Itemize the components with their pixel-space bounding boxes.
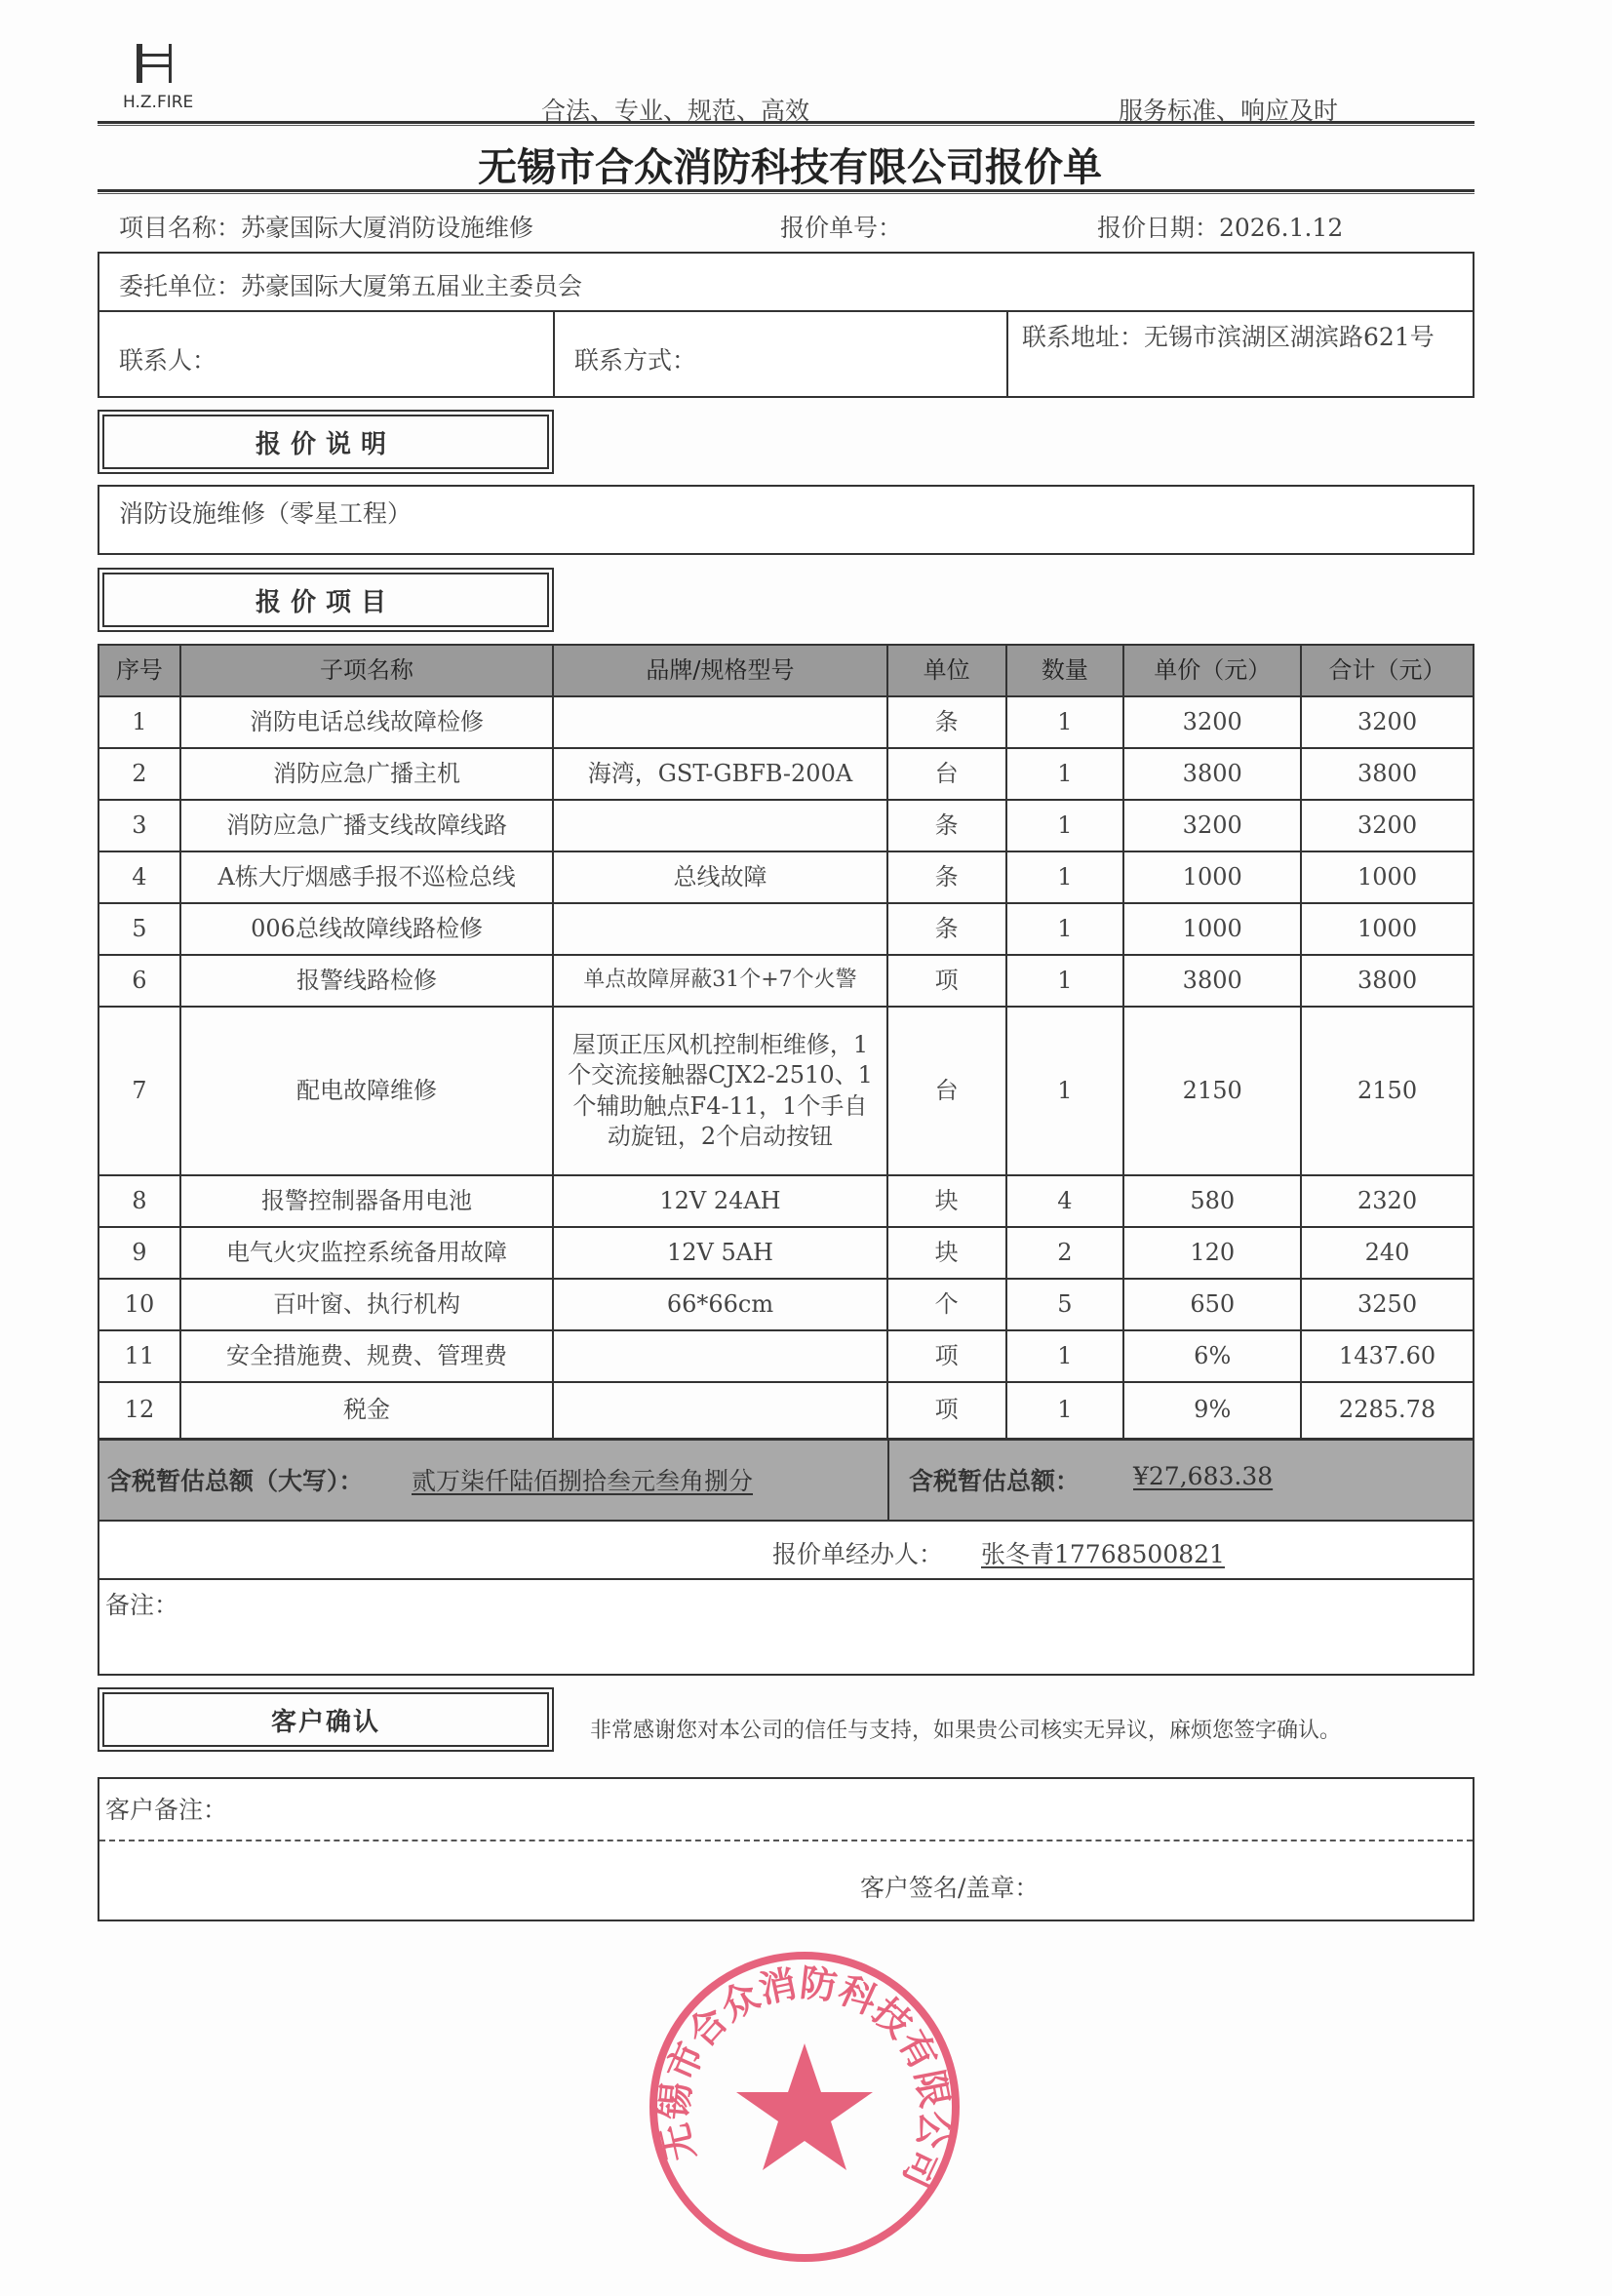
stamp-star-icon — [736, 2043, 873, 2170]
table-cell: 2150 — [1301, 1007, 1474, 1175]
handler-row — [98, 1520, 1474, 1580]
column-header: 合计（元） — [1301, 645, 1474, 696]
table-cell: 条 — [887, 800, 1006, 851]
total-upper-value: 贰万柒仟陆佰捌拾叁元叁角捌分 — [412, 1467, 754, 1495]
table-cell — [553, 1382, 887, 1439]
total-value: ¥27,683.38 — [1133, 1462, 1274, 1490]
section-quote-desc — [98, 410, 554, 474]
table-cell: 条 — [887, 903, 1006, 955]
table-cell: 1 — [1006, 1007, 1124, 1175]
table-cell: 66*66cm — [553, 1279, 887, 1330]
table-cell: 总线故障 — [553, 851, 887, 903]
stamp-text: 无锡市合众消防科技有限公司 — [651, 1960, 958, 2196]
slogan-left: 合法、专业、规范、高效 — [541, 97, 810, 125]
table-cell: 条 — [887, 696, 1006, 748]
table-cell: 2150 — [1123, 1007, 1301, 1175]
table-cell: 2 — [98, 748, 180, 800]
handler-label: 报价单经办人： — [772, 1540, 944, 1568]
table-cell: 5 — [98, 903, 180, 955]
table-row — [98, 1175, 1474, 1227]
table-cell: 块 — [887, 1175, 1006, 1227]
table-cell: 3200 — [1123, 696, 1301, 748]
customer-signature-label: 客户签名/盖章： — [860, 1874, 1040, 1902]
column-header: 单位 — [887, 645, 1006, 696]
table-cell: 块 — [887, 1227, 1006, 1279]
section-customer-confirm — [98, 1687, 554, 1752]
table-cell: 1000 — [1123, 903, 1301, 955]
table-cell: 7 — [98, 1007, 180, 1175]
column-header: 子项名称 — [180, 645, 553, 696]
section-title: 客户确认 — [102, 1692, 549, 1747]
table-cell: 消防应急广播支线故障线路 — [180, 800, 553, 851]
table-cell: 240 — [1301, 1227, 1474, 1279]
table-cell: 税金 — [180, 1382, 553, 1439]
table-cell: 1000 — [1301, 851, 1474, 903]
table-cell: 12V 5AH — [553, 1227, 887, 1279]
column-header: 序号 — [98, 645, 180, 696]
table-cell: 项 — [887, 1330, 1006, 1382]
table-cell: 2320 — [1301, 1175, 1474, 1227]
table-cell: 3200 — [1301, 800, 1474, 851]
quote-date: 报价日期：2026.1.12 — [1097, 214, 1344, 242]
table-cell: 1000 — [1123, 851, 1301, 903]
table-cell: 1 — [1006, 903, 1124, 955]
table-cell: 台 — [887, 748, 1006, 800]
table-cell: 报警线路检修 — [180, 955, 553, 1007]
table-cell: 4 — [1006, 1175, 1124, 1227]
table-cell: A栋大厅烟感手报不巡检总线 — [180, 851, 553, 903]
table-cell: 海湾，GST-GBFB-200A — [553, 748, 887, 800]
table-cell: 1 — [1006, 1330, 1124, 1382]
table-row — [98, 800, 1474, 851]
table-cell: 电气火灾监控系统备用故障 — [180, 1227, 553, 1279]
table-cell: 11 — [98, 1330, 180, 1382]
table-cell: 3800 — [1301, 748, 1474, 800]
table-cell: 12V 24AH — [553, 1175, 887, 1227]
table-cell: 1 — [1006, 1382, 1124, 1439]
table-cell: 1 — [1006, 955, 1124, 1007]
description: 消防设施维修（零星工程） — [119, 499, 413, 528]
table-row — [98, 1007, 1474, 1175]
column-header: 单价（元） — [1123, 645, 1301, 696]
table-cell: 1 — [98, 696, 180, 748]
table-cell — [553, 696, 887, 748]
table-row — [98, 903, 1474, 955]
contact-person: 联系人： — [99, 312, 555, 396]
table-cell: 消防应急广播主机 — [180, 748, 553, 800]
logo-text: H.Z.FIRE — [123, 93, 194, 112]
table-cell: 6 — [98, 955, 180, 1007]
table-row — [98, 955, 1474, 1007]
company-stamp — [644, 1946, 965, 2268]
table-cell: 报警控制器备用电池 — [180, 1175, 553, 1227]
table-cell: 配电故障维修 — [180, 1007, 553, 1175]
table-cell: 安全措施费、规费、管理费 — [180, 1330, 553, 1382]
table-cell: 项 — [887, 1382, 1006, 1439]
slogan-right: 服务标准、响应及时 — [1119, 97, 1339, 125]
table-cell: 9% — [1123, 1382, 1301, 1439]
table-cell — [553, 1330, 887, 1382]
remarks-label: 备注： — [105, 1591, 179, 1619]
table-cell: 项 — [887, 955, 1006, 1007]
table-cell: 8 — [98, 1175, 180, 1227]
table-cell: 消防电话总线故障检修 — [180, 696, 553, 748]
table-cell: 4 — [98, 851, 180, 903]
handler-value: 张冬青17768500821 — [981, 1540, 1225, 1568]
table-cell: 1437.60 — [1301, 1330, 1474, 1382]
table-cell: 1000 — [1301, 903, 1474, 955]
page-title: 无锡市合众消防科技有限公司报价单 — [478, 145, 1102, 190]
customer-box — [98, 1777, 1474, 1921]
table-row — [98, 1227, 1474, 1279]
table-cell: 12 — [98, 1382, 180, 1439]
contact-method: 联系方式： — [555, 312, 1008, 396]
table-cell: 3 — [98, 800, 180, 851]
table-cell: 1 — [1006, 696, 1124, 748]
table-cell: 6% — [1123, 1330, 1301, 1382]
table-cell: 3200 — [1301, 696, 1474, 748]
table-cell: 9 — [98, 1227, 180, 1279]
table-cell: 1 — [1006, 800, 1124, 851]
table-cell: 580 — [1123, 1175, 1301, 1227]
table-cell: 3800 — [1123, 955, 1301, 1007]
table-cell — [553, 800, 887, 851]
table-cell: 5 — [1006, 1279, 1124, 1330]
table-row — [98, 696, 1474, 748]
quote-table — [98, 644, 1474, 1440]
table-header — [98, 645, 1474, 696]
table-row — [98, 851, 1474, 903]
section-title: 报价说明 — [102, 415, 549, 469]
total-row — [98, 1439, 1474, 1522]
table-cell: 650 — [1123, 1279, 1301, 1330]
table-cell: 屋顶正压风机控制柜维修，1个交流接触器CJX2-2510、1个辅助触点F4-11，1个手自动旋钮，2个启动按钮 — [553, 1007, 887, 1175]
table-row — [98, 1382, 1474, 1439]
table-cell: 1 — [1006, 851, 1124, 903]
table-cell: 百叶窗、执行机构 — [180, 1279, 553, 1330]
table-cell: 2 — [1006, 1227, 1124, 1279]
table-cell: 1 — [1006, 748, 1124, 800]
table-cell: 条 — [887, 851, 1006, 903]
company-logo — [137, 44, 172, 83]
table-cell: 2285.78 — [1301, 1382, 1474, 1439]
table-cell: 10 — [98, 1279, 180, 1330]
contact-row — [98, 310, 1474, 398]
remarks-box — [98, 1578, 1474, 1676]
column-header: 数量 — [1006, 645, 1124, 696]
desc-box — [98, 485, 1474, 555]
quote-number: 报价单号： — [780, 214, 903, 242]
section-quote-items — [98, 568, 554, 632]
column-header: 品牌/规格型号 — [553, 645, 887, 696]
table-row — [98, 1279, 1474, 1330]
client-box — [98, 252, 1474, 312]
table-cell: 120 — [1123, 1227, 1301, 1279]
table-cell: 3800 — [1123, 748, 1301, 800]
table-row — [98, 748, 1474, 800]
customer-remarks-label: 客户备注： — [105, 1796, 228, 1824]
table-cell: 个 — [887, 1279, 1006, 1330]
table-cell: 006总线故障线路检修 — [180, 903, 553, 955]
contact-address: 联系地址：无锡市滨湖区湖滨路621号 — [1022, 323, 1435, 351]
section-title: 报价项目 — [102, 573, 549, 627]
table-cell: 台 — [887, 1007, 1006, 1175]
table-cell: 3200 — [1123, 800, 1301, 851]
table-cell: 单点故障屏蔽31个+7个火警 — [553, 955, 887, 1007]
client: 委托单位：苏豪国际大厦第五届业主委员会 — [119, 272, 583, 300]
project-name: 项目名称：苏豪国际大厦消防设施维修 — [119, 214, 534, 242]
total-upper-label: 含税暂估总额（大写）： — [107, 1467, 364, 1495]
table-cell — [553, 903, 887, 955]
table-row — [98, 1330, 1474, 1382]
total-label: 含税暂估总额： — [909, 1467, 1081, 1495]
table-cell: 3250 — [1301, 1279, 1474, 1330]
thanks-text: 非常感谢您对本公司的信任与支持，如果贵公司核实无异议，麻烦您签字确认。 — [590, 1719, 1342, 1743]
table-cell: 3800 — [1301, 955, 1474, 1007]
